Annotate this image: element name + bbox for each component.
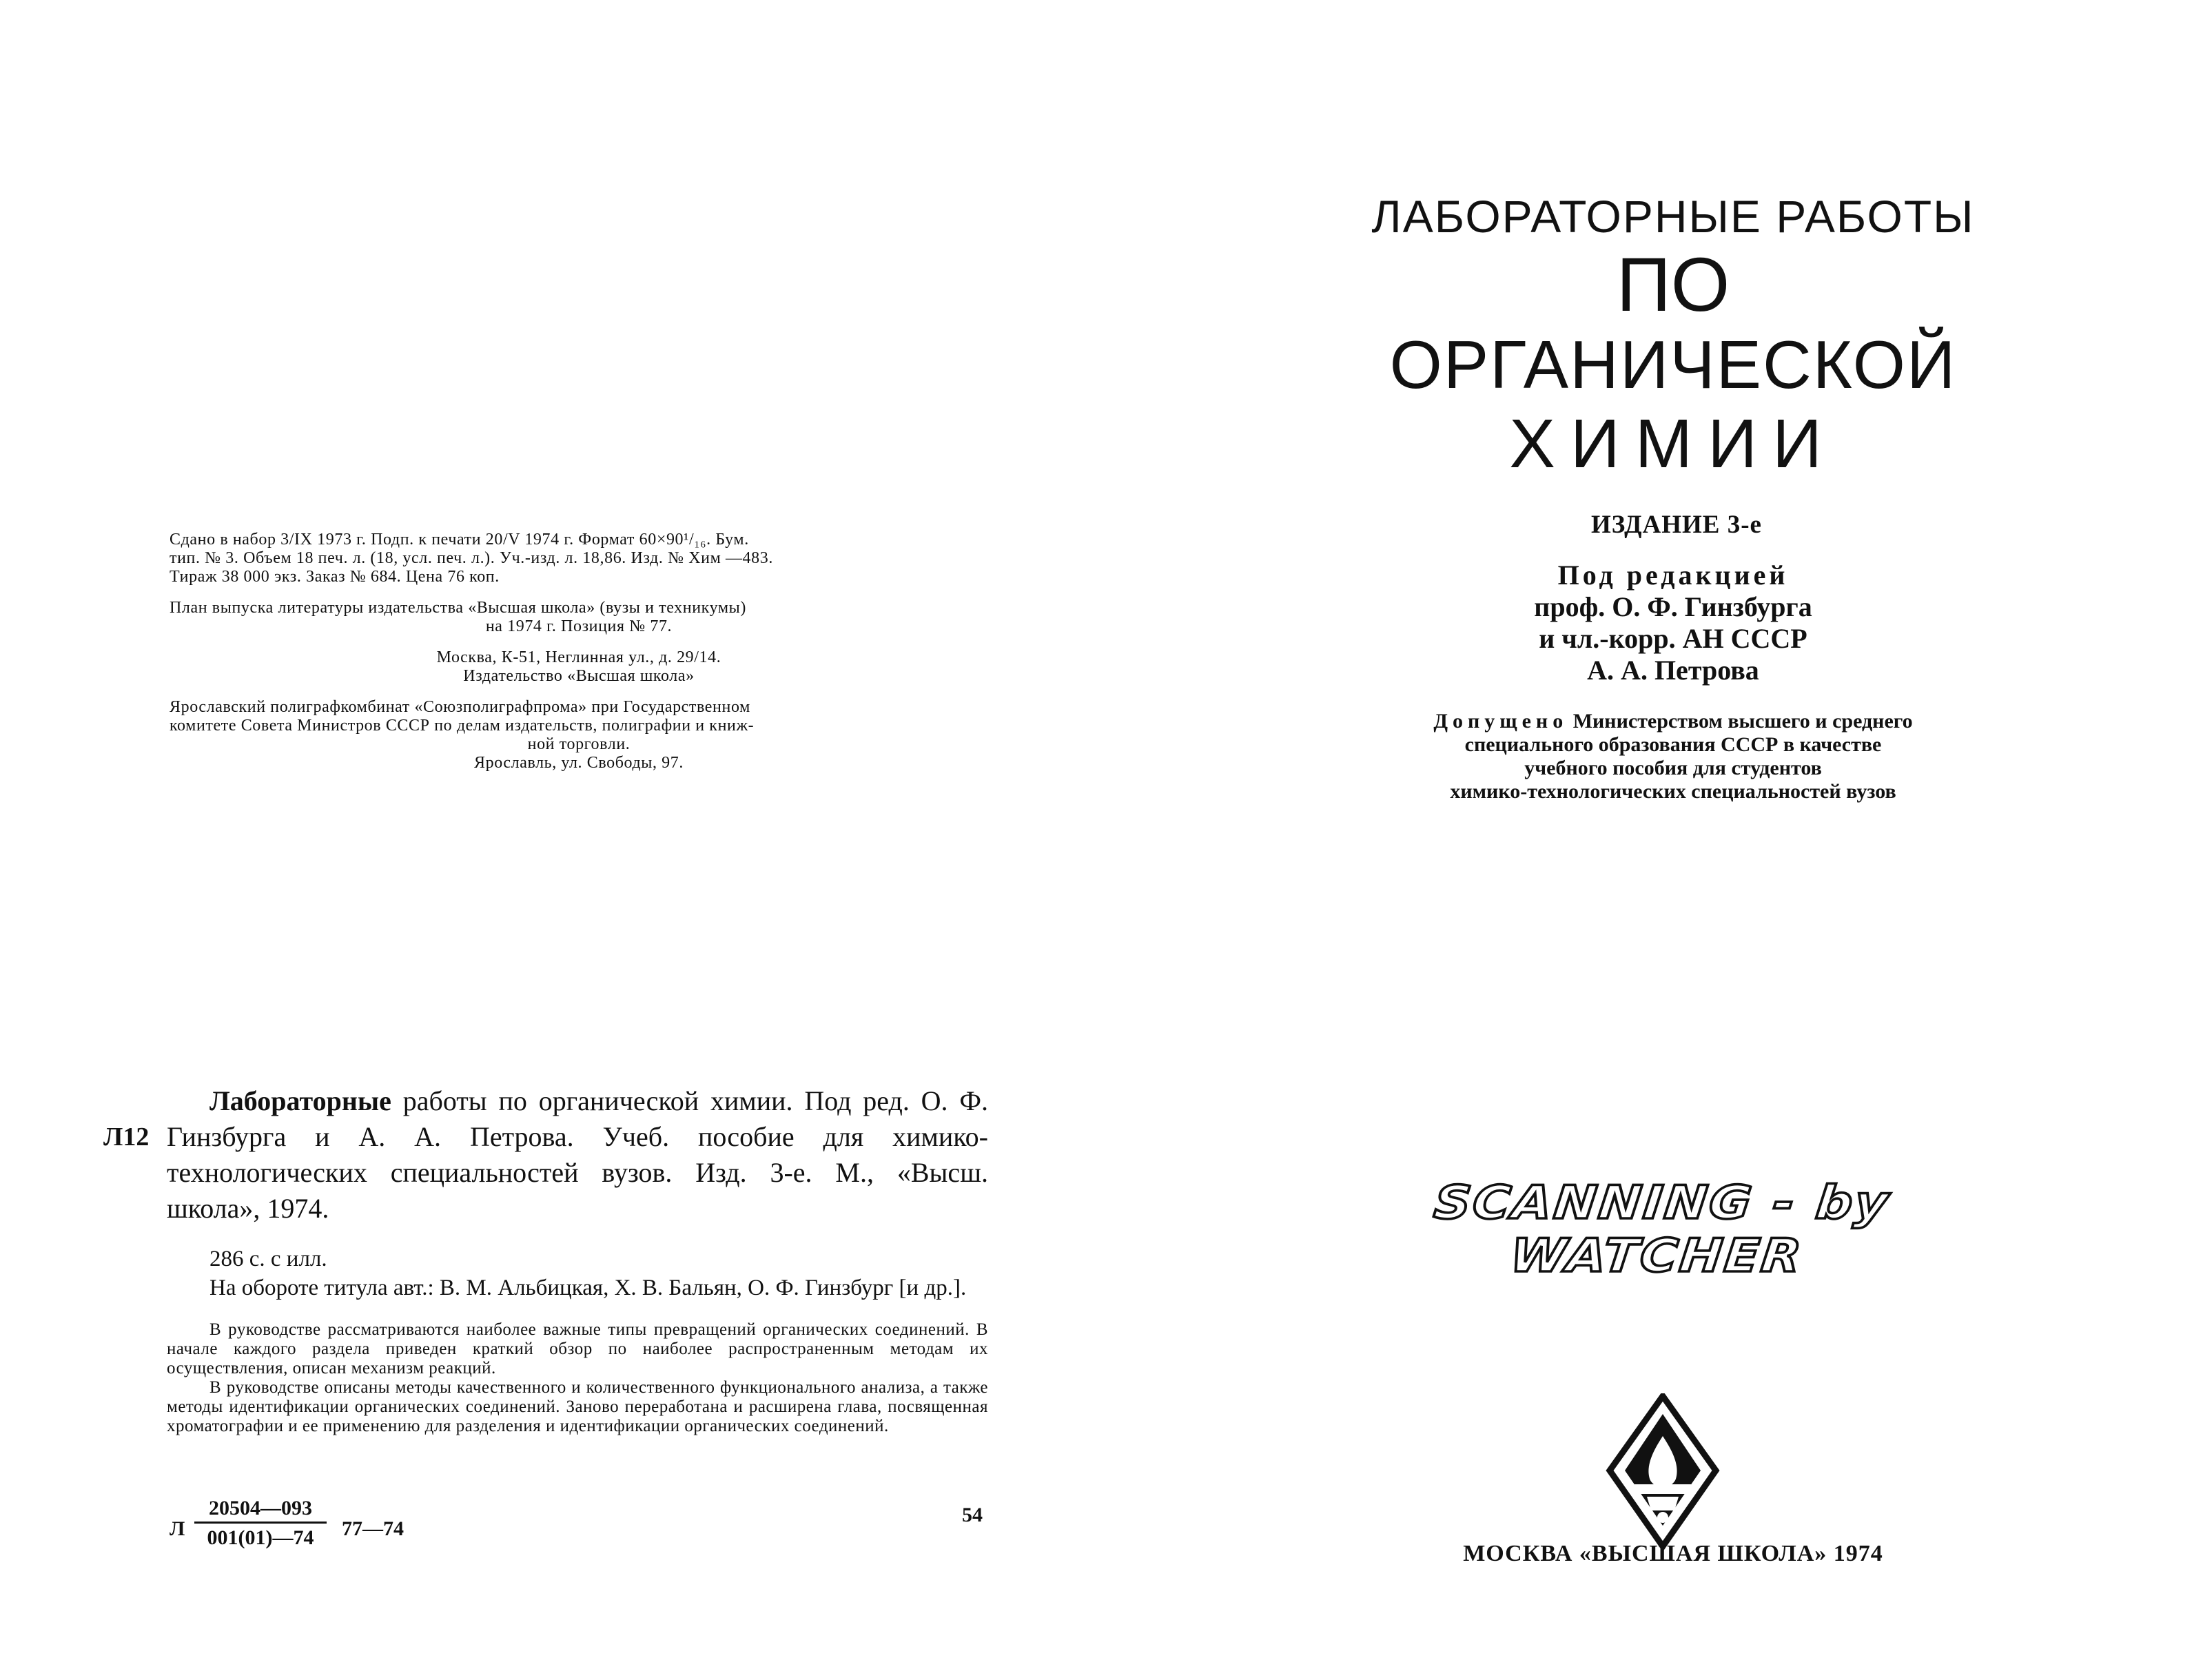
catalog-title-bold: Лабораторные — [209, 1085, 391, 1116]
catalog-annotation — [167, 1320, 988, 1436]
left-page — [0, 0, 1101, 1680]
index-code — [170, 1497, 988, 1559]
edition-label: ИЗДАНИЕ 3-е — [1591, 511, 1762, 539]
index-denominator: 001(01)—74 — [207, 1526, 314, 1549]
title-line-4: ХИМИИ — [1509, 405, 1837, 482]
imprint-block — [170, 531, 988, 785]
book-title — [1335, 186, 2011, 482]
index-fraction — [194, 1497, 327, 1550]
printer-line: Ярославский полиграфкомбинат «Союзполиграфпрома» при Государственном — [170, 698, 750, 716]
index-suffix: 77—74 — [342, 1517, 404, 1540]
plan-line: на 1974 г. Позиция № 77. — [485, 617, 673, 635]
right-page — [1101, 0, 2203, 1680]
printer-line: комитете Совета Министров СССР по делам издательств, полиграфии и книж- — [170, 717, 755, 735]
approval-lead: Допущено — [1433, 710, 1568, 733]
approval-block — [1370, 710, 1976, 803]
catalog-code: Л12 — [103, 1123, 150, 1151]
print-details-line: Сдано в набор 3/IX 1973 г. Подп. к печати 20/V 1974 г. Формат 60×90¹/₁₆. Бум. — [170, 531, 749, 549]
publisher-address — [170, 648, 988, 686]
approval-line: специального образования СССР в качестве — [1464, 733, 1882, 756]
editors-lead: Под редакцией — [1557, 560, 1789, 591]
title-line-1: ЛАБОРАТОРНЫЕ РАБОТЫ — [1371, 191, 1975, 242]
catalog-description — [167, 1083, 988, 1227]
publisher-logo-icon — [1606, 1393, 1720, 1552]
approval-line: учебного пособия для студентов — [1524, 757, 1822, 779]
index-letter: Л — [170, 1517, 185, 1540]
approval-line: Министерством высшего и среднего — [1568, 710, 1913, 733]
editor-line: и чл.-корр. АН СССР — [1539, 623, 1807, 654]
index-numerator: 20504—093 — [194, 1497, 327, 1524]
title-line-2: ПО — [1616, 243, 1730, 327]
editor-line: А. А. Петрова — [1587, 655, 1759, 686]
plan-line: План выпуска литературы издательства «Высшая школа» (вузы и техникумы) — [170, 599, 746, 617]
page-code: 54 — [962, 1504, 983, 1526]
address-line: Москва, К-51, Неглинная ул., д. 29/14. — [436, 648, 721, 666]
editor-line: проф. О. Ф. Гинзбурга — [1534, 591, 1812, 622]
publisher-city-year: МОСКВА «ВЫСШАЯ ШКОЛА» 1974 — [1463, 1541, 1883, 1566]
annotation-paragraph: В руководстве описаны методы качественного и количественного функционального анализа, а также методы идентификации органических соединений. Заново переработана и расширена глава, посвященная хроматографии и ее применению для разделения и идентификации органических соединений. — [167, 1378, 988, 1435]
title-line-3: ОРГАНИЧЕСКОЙ — [1389, 327, 1957, 402]
catalog-notes — [167, 1244, 988, 1302]
scanner-watermark: SCANNING - by WATCHER — [1431, 1176, 1893, 1283]
publication-plan — [170, 599, 988, 636]
catalog-pages: 286 с. с илл. — [209, 1247, 327, 1271]
print-details-line: тип. № 3. Объем 18 печ. л. (18, усл. печ. л.). Уч.-изд. л. 18,86. Изд. № Хим —483. — [170, 549, 773, 567]
catalog-authors-note: На обороте титула авт.: В. М. Альбицкая, Х. В. Бальян, О. Ф. Гинзбург [и др.]. — [209, 1276, 967, 1300]
catalog-card — [103, 1083, 988, 1436]
printer-info — [170, 698, 988, 772]
print-details — [170, 531, 988, 586]
annotation-paragraph: В руководстве рассматриваются наиболее важные типы превращений органических соединений. В начале каждого раздела приведен краткий обзор по наиболее распространенным методам их осуществления, описан механизм реакций. — [167, 1320, 988, 1377]
printer-line: Ярославль, ул. Свободы, 97. — [474, 754, 684, 772]
catalog-description-text: работы по органической химии. Под ред. О. Ф. Гинзбурга и А. А. Петрова. Учеб. пособие для химико-технологических специальностей вузов. Изд. 3-е. М., «Высш. школа», 1974. — [167, 1085, 988, 1224]
approval-line: химико-технологических специальностей вузов — [1450, 780, 1896, 803]
editors-block — [1487, 560, 1859, 686]
address-line: Издательство «Высшая школа» — [463, 667, 695, 685]
print-details-line: Тираж 38 000 экз. Заказ № 684. Цена 76 коп. — [170, 568, 500, 586]
printer-line: ной торговли. — [527, 735, 631, 753]
